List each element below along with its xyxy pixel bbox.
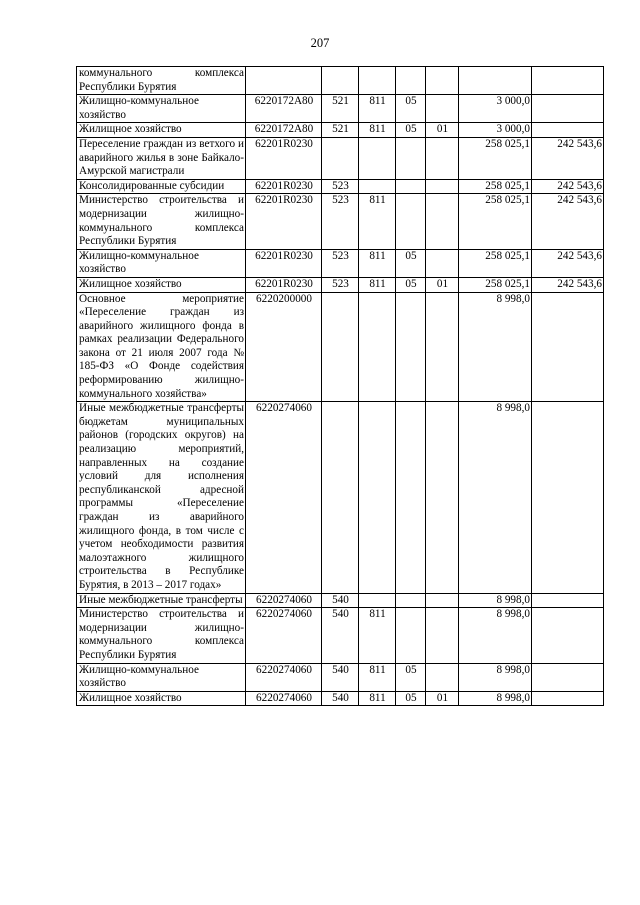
row-amount-1: 258 025,1 [459, 277, 532, 292]
row-ministry-code: 811 [359, 123, 396, 138]
row-subsection [426, 402, 459, 593]
row-amount-1 [459, 67, 532, 95]
row-section: 05 [396, 249, 426, 277]
row-name: Жилищно-коммунальное хозяйство [77, 95, 246, 123]
row-subsection [426, 249, 459, 277]
row-section [396, 194, 426, 249]
table-row [77, 137, 604, 179]
row-name: Иные межбюджетные трансферты [77, 593, 246, 608]
row-name: Жилищное хозяйство [77, 277, 246, 292]
row-section: 05 [396, 95, 426, 123]
row-section: 05 [396, 123, 426, 138]
row-amount-1: 8 998,0 [459, 691, 532, 706]
page-number: 207 [310, 36, 330, 50]
row-ministry-code [359, 402, 396, 593]
row-target-code: 6220274060 [246, 663, 322, 691]
row-ministry-code [359, 137, 396, 179]
row-amount-1: 8 998,0 [459, 593, 532, 608]
row-section [396, 608, 426, 663]
table-row [77, 292, 604, 402]
row-target-code: 62201R0230 [246, 179, 322, 194]
row-amount-1: 3 000,0 [459, 123, 532, 138]
row-expense-type: 521 [322, 95, 359, 123]
row-name: Жилищно-коммунальное хозяйство [77, 249, 246, 277]
row-subsection: 01 [426, 277, 459, 292]
row-amount-1: 258 025,1 [459, 137, 532, 179]
row-amount-1: 3 000,0 [459, 95, 532, 123]
row-subsection [426, 179, 459, 194]
row-ministry-code [359, 593, 396, 608]
row-amount-1: 8 998,0 [459, 663, 532, 691]
row-amount-2 [532, 123, 604, 138]
table-row [77, 663, 604, 691]
row-name: коммунального комплекса Республики Бурятия [77, 67, 246, 95]
row-section [396, 593, 426, 608]
row-name: Консолидированные субсидии [77, 179, 246, 194]
row-amount-1: 8 998,0 [459, 608, 532, 663]
row-target-code: 6220274060 [246, 593, 322, 608]
row-section: 05 [396, 277, 426, 292]
table-row [77, 249, 604, 277]
row-section [396, 402, 426, 593]
row-amount-2: 242 543,6 [532, 179, 604, 194]
row-target-code: 62201R0230 [246, 194, 322, 249]
row-amount-2 [532, 663, 604, 691]
row-amount-2 [532, 402, 604, 593]
row-expense-type: 523 [322, 194, 359, 249]
row-target-code: 6220274060 [246, 691, 322, 706]
row-subsection: 01 [426, 691, 459, 706]
row-name: Жилищное хозяйство [77, 691, 246, 706]
row-expense-type: 521 [322, 123, 359, 138]
table-row [77, 123, 604, 138]
row-name: Иные межбюджетные трансферты бюджетам муниципальных районов (городских округов) на реализацию мероприятий, направленных на создание условий для исполнения республиканской адресной программы «Переселение граждан из аварийного жилищного фонда, в том числе с учетом необходимости развития малоэтажного жилищного строительства в Республике Бурятия, в 2013 – 2017 годах» [77, 402, 246, 593]
table-row [77, 179, 604, 194]
table-row [77, 194, 604, 249]
table-row [77, 95, 604, 123]
row-expense-type [322, 67, 359, 95]
row-expense-type: 523 [322, 277, 359, 292]
row-subsection [426, 95, 459, 123]
row-name: Жилищное хозяйство [77, 123, 246, 138]
row-expense-type: 540 [322, 691, 359, 706]
row-target-code: 62201R0230 [246, 137, 322, 179]
row-amount-1: 258 025,1 [459, 249, 532, 277]
row-amount-2: 242 543,6 [532, 194, 604, 249]
row-ministry-code: 811 [359, 95, 396, 123]
row-amount-2 [532, 691, 604, 706]
row-amount-2 [532, 608, 604, 663]
row-amount-2 [532, 67, 604, 95]
row-expense-type: 523 [322, 179, 359, 194]
row-amount-2: 242 543,6 [532, 137, 604, 179]
row-name: Основное мероприятие «Переселение граждан из аварийного жилищного фонда в рамках реализации Федерального закона от 21 июля 2007 года № 185-ФЗ «О Фонде содействия реформированию жилищно-коммунального хозяйства» [77, 292, 246, 402]
row-amount-2: 242 543,6 [532, 249, 604, 277]
row-section [396, 67, 426, 95]
row-target-code: 6220172А80 [246, 95, 322, 123]
row-amount-1: 258 025,1 [459, 194, 532, 249]
row-ministry-code: 811 [359, 249, 396, 277]
row-amount-2: 242 543,6 [532, 277, 604, 292]
row-target-code: 6220274060 [246, 402, 322, 593]
row-ministry-code [359, 292, 396, 402]
row-section [396, 179, 426, 194]
row-amount-2 [532, 292, 604, 402]
budget-table-body [77, 67, 604, 706]
row-name: Жилищно-коммунальное хозяйство [77, 663, 246, 691]
row-ministry-code: 811 [359, 691, 396, 706]
row-subsection [426, 593, 459, 608]
row-amount-1: 8 998,0 [459, 292, 532, 402]
row-expense-type: 540 [322, 663, 359, 691]
row-expense-type: 540 [322, 593, 359, 608]
row-target-code: 6220172А80 [246, 123, 322, 138]
budget-table [76, 66, 604, 706]
row-expense-type: 523 [322, 249, 359, 277]
row-expense-type [322, 402, 359, 593]
table-row [77, 67, 604, 95]
table-row [77, 277, 604, 292]
table-row [77, 593, 604, 608]
row-subsection [426, 663, 459, 691]
row-subsection [426, 137, 459, 179]
row-subsection: 01 [426, 123, 459, 138]
row-amount-1: 8 998,0 [459, 402, 532, 593]
row-target-code: 6220274060 [246, 608, 322, 663]
row-subsection [426, 608, 459, 663]
table-row [77, 691, 604, 706]
row-section: 05 [396, 663, 426, 691]
row-name: Переселение граждан из ветхого и аварийного жилья в зоне Байкало-Амурской магистрали [77, 137, 246, 179]
row-target-code: 62201R0230 [246, 249, 322, 277]
row-target-code: 6220200000 [246, 292, 322, 402]
row-ministry-code: 811 [359, 608, 396, 663]
row-name: Министерство строительства и модернизации жилищно-коммунального комплекса Республики Бурятия [77, 194, 246, 249]
row-ministry-code [359, 179, 396, 194]
row-section: 05 [396, 691, 426, 706]
row-subsection [426, 194, 459, 249]
row-amount-1: 258 025,1 [459, 179, 532, 194]
row-section [396, 137, 426, 179]
row-ministry-code: 811 [359, 277, 396, 292]
row-expense-type: 540 [322, 608, 359, 663]
row-target-code: 62201R0230 [246, 277, 322, 292]
row-ministry-code [359, 67, 396, 95]
table-row [77, 402, 604, 593]
row-ministry-code: 811 [359, 663, 396, 691]
row-amount-2 [532, 95, 604, 123]
row-amount-2 [532, 593, 604, 608]
table-row [77, 608, 604, 663]
row-section [396, 292, 426, 402]
row-subsection [426, 292, 459, 402]
row-name: Министерство строительства и модернизации жилищно-коммунального комплекса Республики Бурятия [77, 608, 246, 663]
row-subsection [426, 67, 459, 95]
row-target-code [246, 67, 322, 95]
row-expense-type [322, 137, 359, 179]
row-expense-type [322, 292, 359, 402]
row-ministry-code: 811 [359, 194, 396, 249]
